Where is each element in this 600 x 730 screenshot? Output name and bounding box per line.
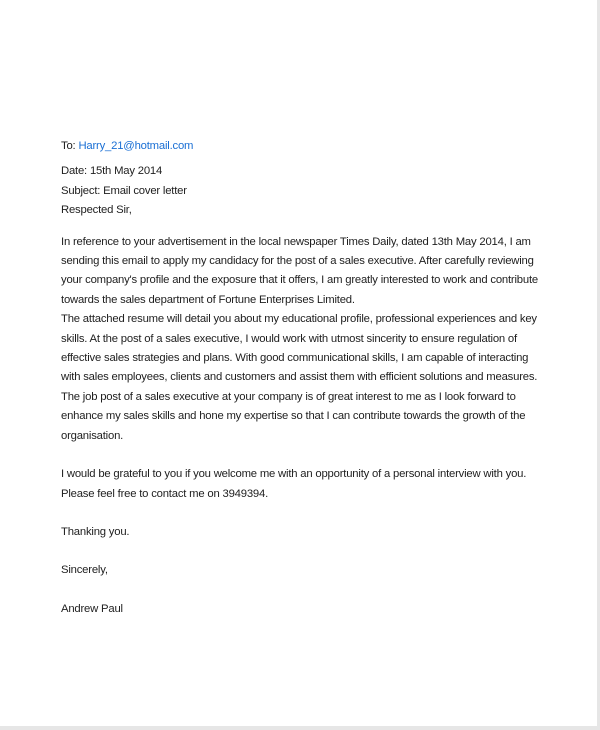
recipient-email-link[interactable]: Harry_21@hotmail.com (78, 140, 194, 152)
salutation: Respected Sir, (61, 204, 132, 217)
body-paragraph-3: I would be grateful to you if you welcome me with an opportunity of a personal interview with you. Please feel free to contact me on 3949394. (61, 468, 527, 500)
spacer (61, 446, 581, 465)
page-edge-shadow (0, 726, 600, 730)
date-line: Date: 15th May 2014 (61, 165, 163, 178)
subject-line: Subject: Email cover letter (61, 184, 187, 197)
to-label: To: (61, 140, 76, 152)
thanks-line: Thanking you. (61, 525, 130, 538)
body-paragraph-2: The attached resume will detail you about my educational profile, professional experiences and key skills. At the post of a sales executive, I would work with utmost sincerity to ensure regulation of effective sales strategies and plans. With good communicational skills, I am capable of interacting with sales employees, clients and customers and assist them with efficient solutions and measures. The job post of a sales executive at your company is of great interest to me as I look forward to enhance my sales skills and hone my expertise so that I can contribute towards the growth of the organisation. (61, 313, 538, 442)
signature-name: Andrew Paul (61, 602, 123, 615)
closing-line: Sincerely, (61, 564, 108, 577)
cover-letter (61, 137, 581, 619)
spacer (61, 221, 581, 233)
recipient-line (61, 137, 581, 156)
spacer (61, 542, 581, 561)
spacer (61, 581, 581, 600)
spacer (61, 504, 581, 523)
body-paragraph-1: In reference to your advertisement in the local newspaper Times Daily, dated 13th May 2014, I am sending this email to apply my candidacy for the post of a sales executive. After carefully reviewing your company's profile and the exposure that it offers, I am greatly interested to work and contribute towards the sales department of Fortune Enterprises Limited. (61, 235, 538, 306)
